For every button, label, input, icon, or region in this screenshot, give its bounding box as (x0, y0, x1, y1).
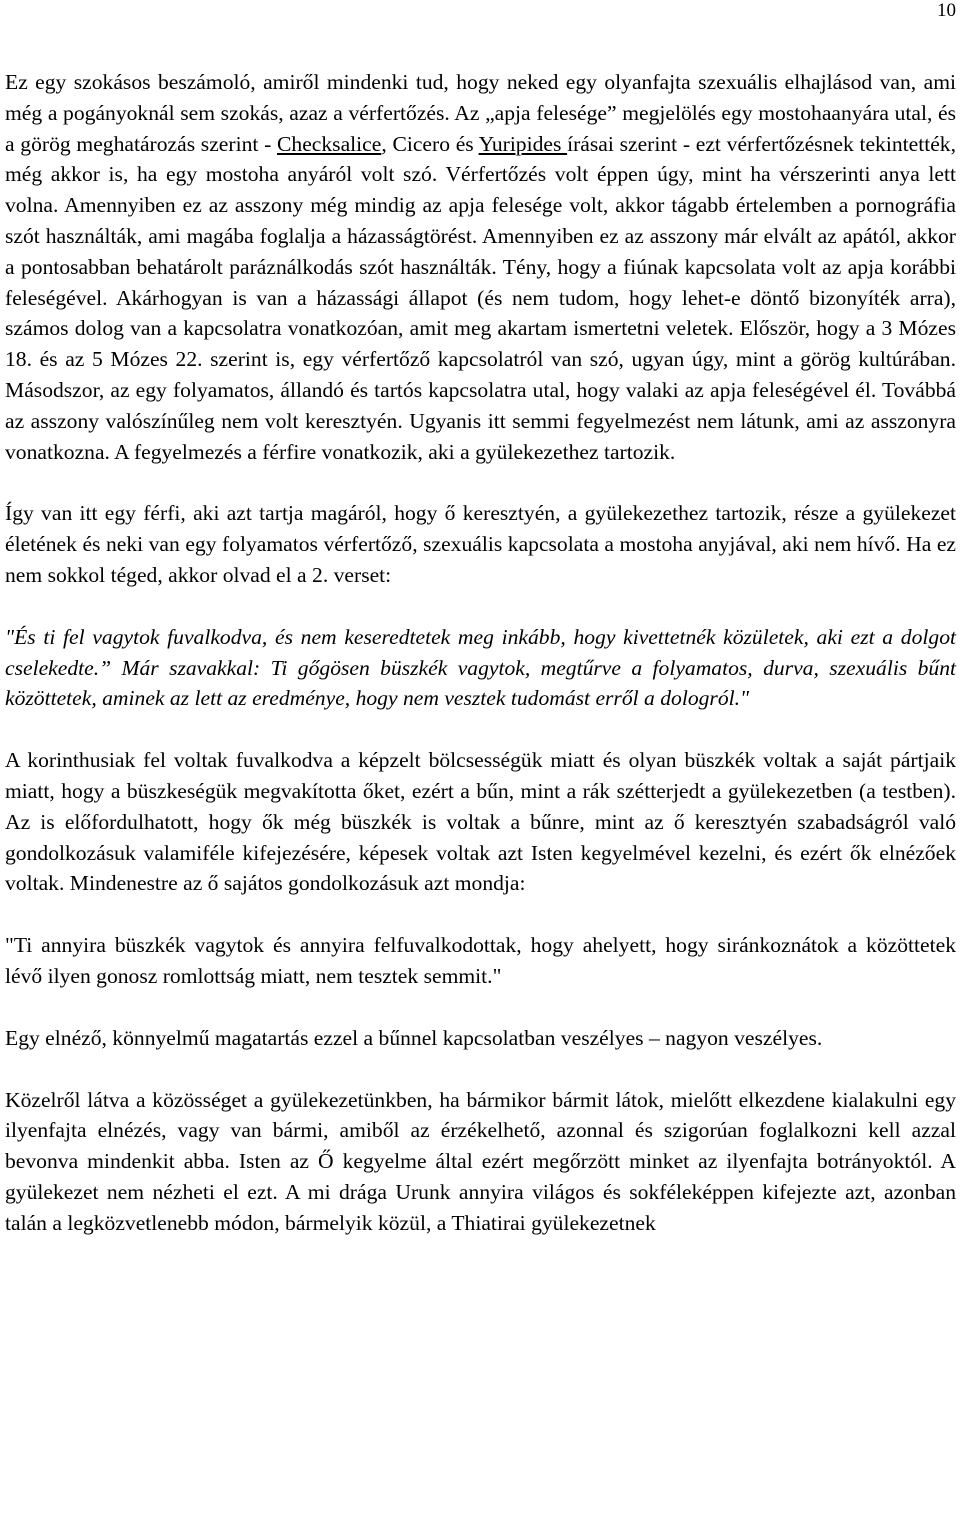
paragraph-2: Így van itt egy férfi, aki azt tartja magáról, hogy ő keresztyén, a gyülekezethez tartozik, része a gyülekezet életének és neki van egy folyamatos vérfertőző, szexuális kapcsolata a mostoha anyjával, aki nem hívő. Ha ez nem sokkol téged, akkor olvad el a 2. verset: (5, 501, 956, 587)
link-checksalice[interactable]: Checksalice (277, 131, 382, 156)
paragraph-4: A korinthusiak fel voltak fuvalkodva a képzelt bölcsességük miatt és olyan büszkék voltak a saját pártjaik miatt, hogy a büszkeségük megvakította őket, ezért a bűn, mint a rák szétterjedt a gyülekezetben (a testben). Az is előfordulhatott, hogy ők még büszkék is voltak a bűnre, mint az ő keresztyén szabadságról való gondolkozásuk valamiféle kifejezésére, képesek voltak azt Isten kegyelmével kezelni, és ezért ők elnézőek voltak. Mindenestre az ő sajátos gondolkozásuk azt mondja: (5, 748, 956, 896)
paragraph-6: Egy elnéző, könnyelmű magatartás ezzel a bűnnel kapcsolatban veszélyes – nagyon veszélyes. (5, 1025, 823, 1050)
paragraph-1 (5, 67, 956, 467)
paragraph-1-text-c: írásai szerint - ezt vérfertőzésnek tekintették, még akkor is, ha egy mostoha anyáról volt szó. Vérfertőzés volt éppen úgy, mint ha vérszerinti anya lett volna. Amennyiben ez az asszony még mindig az apja felesége volt, akkor tágabb értelemben a pornográfia szót használták, ami magába foglalja a házasságtörést. Amennyiben ez az asszony már elvált az apától, akkor a pontosabban behatárolt paráználkodás szót használták. Tény, hogy a fiúnak kapcsolata volt az apja korábbi feleségével. Akárhogyan is van a házassági állapot (és nem tudom, hogy lehet-e döntő bizonyíték arra), számos dolog van a kapcsolatra vonatkozóan, amit meg akartam ismertetni veletek. Először, hogy a 3 Mózes 18. és az 5 Mózes 22. szerint is, egy vérfertőző kapcsolatról van szó, ugyan úgy, mint a görög kultúrában. Másodszor, az egy folyamatos, állandó és tartós kapcsolatra utal, hogy valaki az apja feleségével él. Továbbá az asszony valószínűleg nem volt keresztyén. Ugyanis itt semmi fegyelmezést nem látunk, ami az asszonyra vonatkozna. A fegyelmezés a férfire vonatkozik, aki a gyülekezethez tartozik. (5, 131, 956, 464)
paragraph-1-text-a: Ez egy szokásos beszámoló, amiről mindenki tud, hogy neked egy olyanfajta szexuális elhajlásod van, ami még a pogányoknál sem szokás, azaz a vérfertőzés. Az „apja felesége” megjelölés egy mostohaanyára utal, és a görög meghatározás szerint - (5, 70, 956, 156)
link-yuripides[interactable]: Yuripides (478, 131, 568, 156)
paragraph-7: Közelről látva a közösséget a gyülekezetünkben, ha bármikor bármit látok, mielőtt elkezdene kialakulni egy ilyenfajta elnézés, vagy van bármi, amiből az érzékelhető, azonnal és szigorúan foglalkozni kell azzal bevonva mindenkit abba. Isten az Ő kegyelme által ezért megőrzött minket az ilyenfajta botrányoktól. A gyülekezet nem nézheti el ezt. A mi drága Urunk annyira világos és sokféleképpen kifejezte azt, azonban talán a legközvetlenebb módon, bármelyik közül, a Thiatirai gyülekezetnek (5, 1087, 956, 1235)
paragraph-3-quote: "És ti fel vagytok fuvalkodva, és nem keseredtetek meg inkább, hogy kivettetnék közületek, aki ezt a dolgot cselekedte.” Már szavakkal: Ti gőgösen büszkék vagytok, megtűrve a folyamatos, durva, szexuális bűnt közöttetek, aminek az lett az eredménye, hogy nem vesztek tudomást erről a dologról." (5, 624, 956, 711)
page-number: 10 (937, 0, 956, 21)
document-body (5, 67, 956, 1270)
paragraph-1-text-b: , Cicero és (381, 131, 479, 156)
paragraph-5-quote: "Ti annyira büszkék vagytok és annyira felfuvalkodottak, hogy ahelyett, hogy siránkoznátok a közöttetek lévő ilyen gonosz romlottság miatt, nem tesztek semmit." (5, 933, 956, 988)
